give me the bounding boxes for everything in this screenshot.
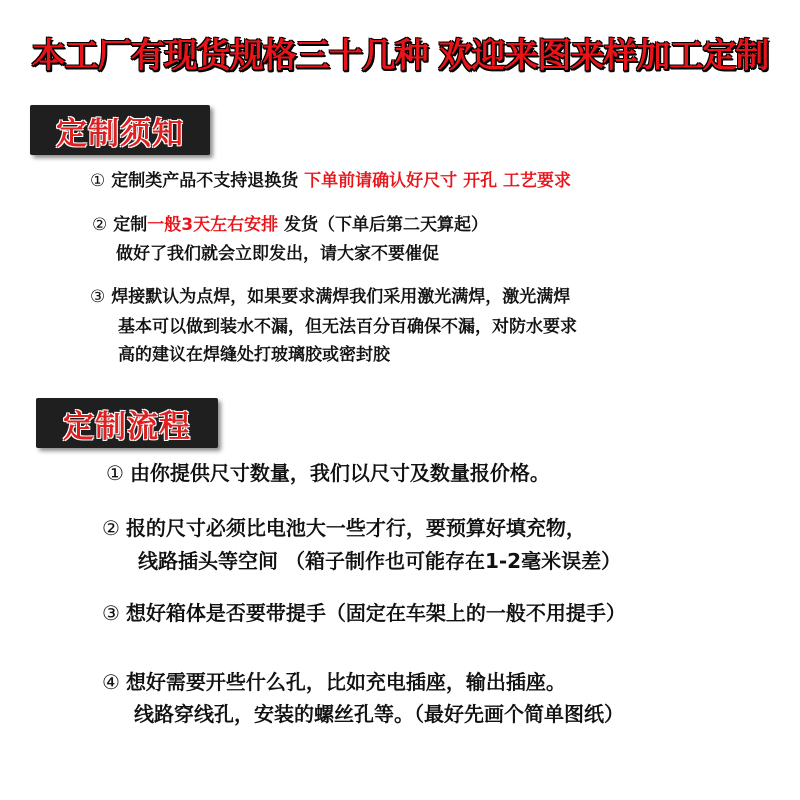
process-step-4-line2: 线路穿线孔，安装的螺丝孔等。（最好先画个简单图纸） — [134, 702, 624, 726]
process-step-4 — [102, 667, 566, 697]
notice-item-3-line1: 焊接默认为点焊，如果要求满焊我们采用激光满焊，激光满焊 — [111, 287, 571, 307]
process-step-2-line2: 线路插头等空间 （箱子制作也可能存在1-2毫米误差） — [138, 549, 622, 573]
notice-item-1-text: 定制类产品不支持退换货 — [111, 171, 299, 191]
item-number: ① — [90, 171, 106, 191]
process-step-2 — [102, 513, 586, 543]
notice-item-2-line2: 做好了我们就会立即发出，请大家不要催促 — [116, 244, 439, 264]
notice-item-2-pre: 定制 — [113, 215, 148, 235]
process-section-title: 定制流程 — [63, 408, 191, 445]
item-number: ② — [92, 215, 108, 235]
process-section-badge — [36, 398, 218, 448]
item-number: ② — [102, 516, 120, 540]
notice-section-title: 定制须知 — [56, 115, 184, 152]
notice-item-1-highlight: 下单前请确认好尺寸 开孔 工艺要求 — [304, 171, 572, 191]
notice-item-2-highlight: 一般3天左右安排 — [147, 215, 279, 235]
process-step-4-line1: 想好需要开些什么孔，比如充电插座，输出插座。 — [125, 670, 566, 694]
process-step-1 — [106, 458, 550, 488]
process-step-3 — [102, 598, 626, 628]
top-banner-heading: 本工厂有现货规格三十几种 欢迎来图来样加工定制 — [31, 36, 769, 76]
notice-item-3-line3: 高的建议在焊缝处打玻璃胶或密封胶 — [118, 345, 390, 365]
process-step-1-text: 由你提供尺寸数量，我们以尺寸及数量报价格。 — [129, 461, 550, 485]
item-number: ① — [106, 461, 124, 485]
notice-item-3-line2: 基本可以做到装水不漏，但无法百分百确保不漏，对防水要求 — [118, 317, 577, 337]
notice-section-badge — [30, 105, 210, 155]
item-number: ③ — [102, 601, 120, 625]
item-number: ④ — [102, 670, 120, 694]
notice-item-1 — [90, 168, 571, 195]
notice-item-2-post: 发货（下单后第二天算起） — [284, 215, 489, 235]
process-step-3-text: 想好箱体是否要带提手（固定在车架上的一般不用提手） — [125, 601, 626, 625]
notice-item-3 — [90, 284, 570, 311]
item-number: ③ — [90, 287, 106, 307]
notice-item-2 — [92, 212, 488, 239]
process-step-2-line1: 报的尺寸必须比电池大一些才行，要预算好填充物， — [125, 516, 586, 540]
